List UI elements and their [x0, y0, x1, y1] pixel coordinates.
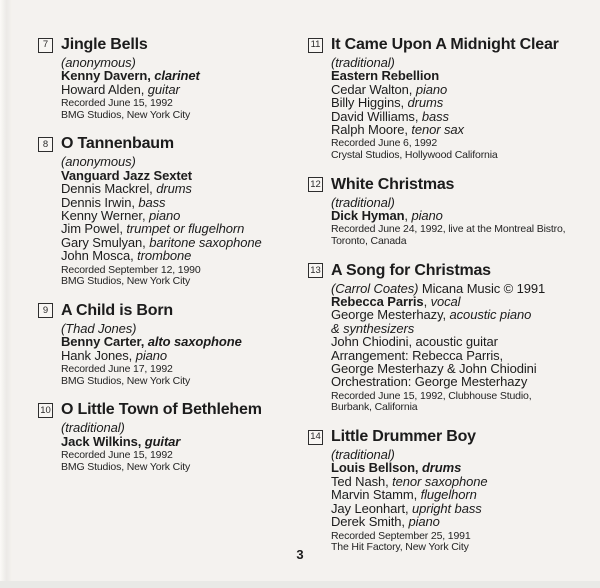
- text-segment: (Thad Jones): [61, 320, 137, 336]
- text-segment: George Mesterhazy & John Chiodini: [331, 361, 537, 377]
- credit-line: [61, 322, 308, 335]
- credit-line: [61, 196, 308, 209]
- text-segment: The Hit Factory, New York City: [331, 541, 469, 554]
- track-title: White Christmas: [331, 175, 455, 193]
- text-segment: piano: [148, 208, 181, 224]
- text-segment: George Mesterhazy,: [331, 307, 450, 323]
- text-segment: Dennis Irwin,: [61, 194, 139, 210]
- text-segment: Recorded June 15, 1992: [61, 97, 173, 110]
- track-number-box: 13: [308, 263, 323, 278]
- text-segment: alto saxophone: [147, 334, 242, 350]
- text-segment: Recorded June 6, 1992: [331, 137, 438, 150]
- text-segment: trombone: [137, 248, 192, 264]
- credit-line: [61, 236, 308, 249]
- track-header: [308, 262, 594, 280]
- note-line: [61, 110, 308, 122]
- note-line: [61, 462, 308, 474]
- credit-line: [61, 249, 308, 262]
- track-list-column-right: [308, 36, 594, 568]
- text-segment: drums: [156, 181, 192, 197]
- note-line: [331, 150, 594, 162]
- credit-line: [331, 110, 594, 123]
- text-segment: piano: [408, 514, 440, 530]
- text-segment: BMG Studios, New York City: [61, 460, 191, 473]
- track-header: [38, 302, 308, 320]
- track-entry: [38, 135, 308, 287]
- credit-line: [331, 322, 594, 335]
- text-segment: BMG Studios, New York City: [61, 108, 191, 121]
- track-title: It Came Upon A Midnight Clear: [331, 36, 559, 53]
- text-segment: (traditional): [331, 447, 395, 463]
- credit-line: [331, 96, 594, 109]
- credit-line: [61, 169, 308, 182]
- credit-line: [61, 155, 308, 168]
- track-entry: [308, 36, 594, 162]
- credit-line: [61, 335, 308, 348]
- credit-line: [331, 461, 594, 474]
- text-segment: Micana Music © 1991: [418, 280, 546, 296]
- text-segment: Recorded September 25, 1991: [331, 529, 471, 542]
- track-title: A Child is Born: [61, 301, 173, 319]
- track-title: A Song for Christmas: [331, 261, 491, 279]
- text-segment: Recorded June 17, 1992: [61, 363, 173, 376]
- text-segment: guitar: [144, 433, 181, 449]
- text-segment: Kenny Werner,: [61, 208, 149, 224]
- text-segment: Derek Smith,: [331, 514, 409, 530]
- track-credits: [331, 282, 594, 414]
- text-segment: ,: [423, 294, 431, 310]
- text-segment: ,: [404, 208, 412, 224]
- text-segment: Cedar Walton,: [331, 81, 416, 97]
- text-segment: Jay Leonhart,: [331, 500, 412, 516]
- credit-line: [331, 295, 594, 308]
- credit-line: [331, 308, 594, 321]
- text-segment: drums: [407, 95, 444, 111]
- track-header: [308, 428, 594, 446]
- text-segment: Kenny Davern,: [61, 68, 155, 84]
- track-number-box: 12: [308, 177, 323, 192]
- text-segment: upright bass: [412, 500, 482, 516]
- credit-line: [61, 222, 308, 235]
- credit-line: [331, 448, 594, 461]
- track-header: [38, 135, 308, 153]
- credit-line: [61, 69, 308, 82]
- text-segment: & synthesizers: [331, 320, 415, 336]
- track-entry: [38, 36, 308, 121]
- text-segment: baritone saxophone: [149, 234, 262, 250]
- credit-line: [331, 502, 594, 515]
- text-segment: (anonymous): [61, 154, 136, 170]
- track-number-box: 7: [38, 38, 53, 53]
- text-segment: Hank Jones,: [61, 347, 136, 363]
- credit-line: [331, 475, 594, 488]
- track-entry: [308, 262, 594, 414]
- text-segment: bass: [421, 108, 449, 124]
- credit-line: [331, 362, 594, 375]
- credit-line: [61, 56, 308, 69]
- text-segment: (traditional): [331, 55, 395, 70]
- text-segment: guitar: [147, 81, 180, 97]
- track-list: [38, 36, 594, 568]
- track-number-box: 14: [308, 430, 323, 445]
- text-segment: Benny Carter,: [61, 334, 148, 350]
- track-entry: [38, 401, 308, 473]
- credit-line: [331, 282, 594, 295]
- text-segment: Dennis Mackrel,: [61, 181, 157, 197]
- text-segment: Eastern Rebellion: [331, 68, 440, 84]
- track-header: [308, 36, 594, 54]
- note-line: [331, 402, 594, 414]
- text-segment: piano: [135, 347, 167, 363]
- text-segment: (traditional): [61, 420, 125, 436]
- text-segment: vocal: [430, 294, 461, 310]
- text-segment: Ralph Moore,: [331, 122, 412, 138]
- credit-line: [331, 56, 594, 69]
- text-segment: Dick Hyman: [331, 208, 405, 224]
- track-title: O Tannenbaum: [61, 135, 174, 153]
- text-segment: Recorded June 24, 1992, live at the Montreal Bistro,: [331, 223, 566, 236]
- text-segment: (traditional): [331, 194, 395, 210]
- track-credits: [331, 448, 594, 554]
- track-credits: [61, 56, 308, 121]
- text-segment: Toronto, Canada: [331, 235, 407, 248]
- text-segment: Arrangement: Rebecca Parris,: [331, 347, 504, 363]
- credit-line: [331, 209, 594, 222]
- text-segment: Jim Powel,: [61, 221, 127, 237]
- credit-line: [331, 349, 594, 362]
- text-segment: Rebecca Parris: [331, 294, 424, 310]
- credit-line: [61, 209, 308, 222]
- text-segment: BMG Studios, New York City: [61, 275, 191, 288]
- text-segment: (Carrol Coates): [331, 280, 419, 296]
- credit-line: [61, 83, 308, 96]
- track-number-box: 8: [38, 137, 53, 152]
- text-segment: acoustic piano: [449, 307, 532, 323]
- note-line: [61, 276, 308, 288]
- credit-line: [61, 421, 308, 434]
- text-segment: Howard Alden,: [61, 81, 148, 97]
- text-segment: Vanguard Jazz Sextet: [61, 167, 192, 183]
- track-title: O Little Town of Bethlehem: [61, 401, 262, 419]
- track-credits: [61, 155, 308, 287]
- text-segment: David Williams,: [331, 108, 422, 124]
- text-segment: tenor saxophone: [392, 473, 488, 489]
- track-entry: [308, 176, 594, 248]
- text-segment: Louis Bellson,: [331, 460, 422, 476]
- track-title: Little Drummer Boy: [331, 428, 476, 446]
- text-segment: Gary Smulyan,: [61, 234, 150, 250]
- credit-line: [331, 196, 594, 209]
- track-credits: [61, 421, 308, 473]
- text-segment: (anonymous): [61, 55, 136, 70]
- credit-line: [61, 349, 308, 362]
- credit-line: [61, 182, 308, 195]
- page-number: 3: [296, 547, 304, 562]
- track-credits: [61, 322, 308, 387]
- credit-line: [331, 515, 594, 528]
- credit-line: [331, 123, 594, 136]
- track-header: [38, 401, 308, 419]
- track-entry: [308, 428, 594, 554]
- text-segment: Jack Wilkins,: [61, 433, 145, 449]
- track-credits: [331, 56, 594, 162]
- text-segment: BMG Studios, New York City: [61, 374, 191, 387]
- text-segment: tenor sax: [411, 122, 464, 138]
- track-entry: [38, 302, 308, 387]
- credit-line: [331, 335, 594, 348]
- text-segment: Recorded June 15, 1992, Clubhouse Studio,: [331, 389, 532, 402]
- note-line: [61, 376, 308, 388]
- track-number-box: 11: [308, 38, 323, 53]
- text-segment: John Mosca,: [61, 248, 138, 264]
- text-segment: John Chiodini, acoustic guitar: [331, 334, 498, 350]
- credit-line: [331, 488, 594, 501]
- track-number-box: 9: [38, 303, 53, 318]
- text-segment: Marvin Stamm,: [331, 487, 421, 503]
- text-segment: flugelhorn: [420, 487, 477, 503]
- text-segment: Crystal Studios, Hollywood California: [331, 149, 498, 162]
- track-header: [38, 36, 308, 54]
- text-segment: Burbank, California: [331, 401, 418, 414]
- text-segment: Orchestration: George Mesterhazy: [331, 374, 528, 390]
- track-credits: [331, 196, 594, 248]
- text-segment: Billy Higgins,: [331, 95, 408, 111]
- track-header: [308, 176, 594, 194]
- text-segment: Ted Nash,: [331, 473, 393, 489]
- note-line: [331, 236, 594, 248]
- text-segment: bass: [138, 194, 166, 210]
- credit-line: [331, 83, 594, 96]
- text-segment: trumpet or flugelhorn: [126, 221, 245, 237]
- credit-line: [331, 69, 594, 82]
- credit-line: [61, 435, 308, 448]
- text-segment: piano: [415, 81, 448, 97]
- credit-line: [331, 375, 594, 388]
- text-segment: Recorded June 15, 1992: [61, 449, 173, 462]
- text-segment: drums: [421, 460, 462, 476]
- text-segment: piano: [411, 208, 443, 224]
- text-segment: clarinet: [154, 68, 200, 84]
- track-list-column-left: [38, 36, 308, 568]
- text-segment: Recorded September 12, 1990: [61, 263, 201, 276]
- track-title: Jingle Bells: [61, 36, 148, 53]
- track-number-box: 10: [38, 403, 53, 418]
